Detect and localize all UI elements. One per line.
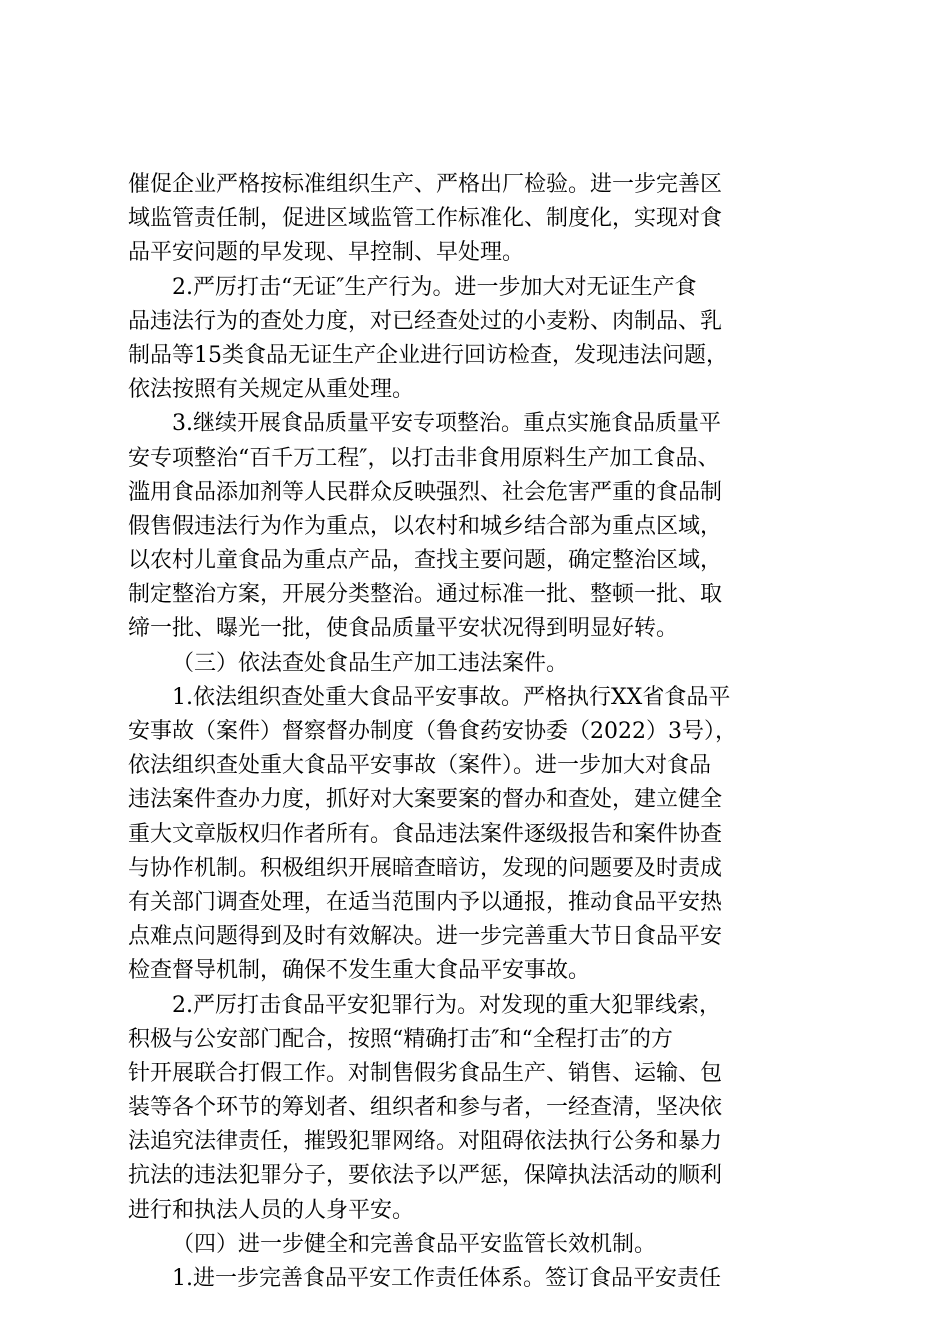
text-line: 抗法的违法犯罪分子，要依法予以严惩，保障执法活动的顺利 (128, 1163, 723, 1189)
text-line: 制定整治方案，开展分类整治。通过标准一批、整顿一批、取 (128, 582, 723, 608)
text-line: 2.严厉打击“无证″生产行为。进一步加大对无证生产食 (172, 274, 697, 300)
text-line: 积极与公安部门配合，按照“精确打击″和“全程打击″的方 (128, 1026, 673, 1052)
text-line: 品违法行为的查处力度，对已经查处过的小麦粉、肉制品、乳 (128, 308, 723, 334)
text-line: 1.依法组织查处重大食品平安事故。严格执行XX省食品平 (172, 684, 731, 710)
text-line: 法追究法律责任，摧毁犯罪网络。对阻碍依法执行公务和暴力 (128, 1129, 723, 1155)
text-line: 滥用食品添加剂等人民群众反映强烈、社会危害严重的食品制 (128, 479, 723, 505)
text-line: 以农村儿童食品为重点产品，查找主要问题，确定整治区域， (128, 548, 723, 574)
text-line: 安事故（案件）督察督办制度（鲁食药安协委（2022）3号）， (128, 719, 737, 744)
text-line: 假售假违法行为作为重点，以农村和城乡结合部为重点区域， (128, 513, 723, 539)
text-line: 安专项整治“百千万工程″，以打击非食用原料生产加工食品、 (128, 445, 720, 471)
text-line: 制品等15类食品无证生产企业进行回访检查，发现违法问题， (128, 342, 728, 368)
text-line: 3.继续开展食品质量平安专项整治。重点实施食品质量平 (172, 411, 721, 437)
text-line: 违法案件查办力度，抓好对大案要案的督办和查处，建立健全 (128, 787, 723, 813)
text-line: 催促企业严格按标准组织生产、严格出厂检验。进一步完善区 (128, 172, 723, 197)
text-line: 针开展联合打假工作。对制售假劣食品生产、销售、运输、包 (128, 1060, 723, 1086)
text-line: 缔一批、曝光一批，使食品质量平安状况得到明显好转。 (128, 616, 679, 642)
text-line: （三）依法查处食品生产加工违法案件。 (172, 650, 569, 676)
text-line: 1.进一步完善食品平安工作责任体系。签订食品平安责任 (172, 1266, 721, 1291)
text-line: 依法按照有关规定从重处理。 (128, 377, 415, 403)
text-line: （四）进一步健全和完善食品平安监管长效机制。 (172, 1231, 657, 1257)
text-line: 重大文章版权归作者所有。食品违法案件逐级报告和案件协查 (128, 821, 723, 847)
text-line: 2.严厉打击食品平安犯罪行为。对发现的重大犯罪线索， (172, 992, 721, 1018)
document-body (128, 168, 828, 1296)
text-line: 品平安问题的早发现、早控制、早处理。 (128, 240, 525, 266)
text-line: 装等各个环节的筹划者、组织者和参与者，一经查清，坚决依 (128, 1095, 723, 1121)
text-line: 有关部门调查处理，在适当范围内予以通报，推动食品平安热 (128, 889, 723, 915)
text-line: 域监管责任制，促进区域监管工作标准化、制度化，实现对食 (128, 206, 723, 232)
text-line: 检查督导机制，确保不发生重大食品平安事故。 (128, 958, 591, 984)
text-line: 点难点问题得到及时有效解决。进一步完善重大节日食品平安 (128, 924, 723, 950)
text-line: 进行和执法人员的人身平安。 (128, 1197, 415, 1223)
document-page (128, 168, 828, 1296)
text-line: 依法组织查处重大食品平安事故（案件）。进一步加大对食品 (128, 753, 712, 779)
text-line: 与协作机制。积极组织开展暗查暗访，发现的问题要及时责成 (128, 855, 723, 881)
